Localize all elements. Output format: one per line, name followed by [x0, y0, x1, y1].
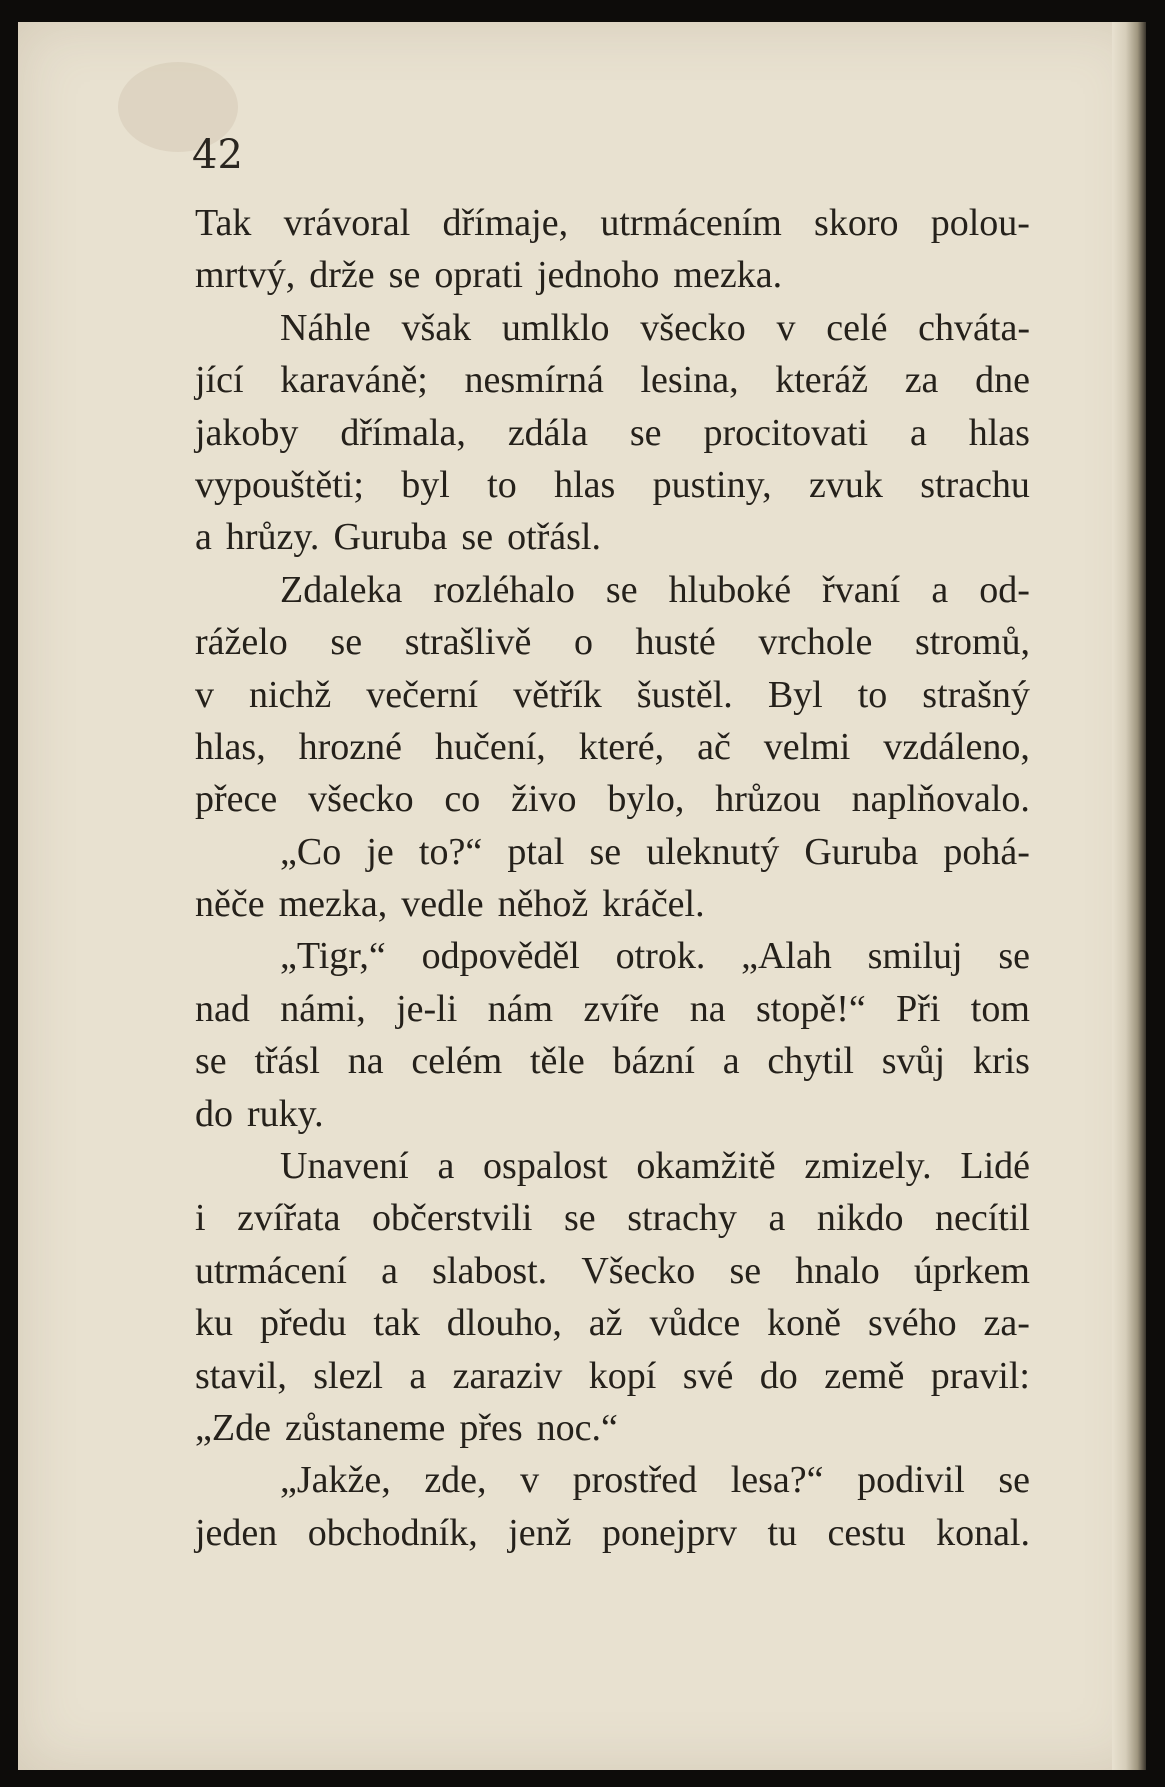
text-line: a hrůzy. Guruba se otřásl.	[195, 516, 601, 559]
text-line: v nichž večerní větřík šustěl. Byl to strašný	[195, 673, 1030, 716]
book-spine-edge	[1112, 22, 1146, 1770]
text-line: ráželo se strašlivě o husté vrchole stromů,	[195, 621, 1030, 664]
text-line: něče mezka, vedle něhož kráčel.	[195, 883, 705, 926]
text-line: Náhle však umlklo všecko v celé chváta-	[280, 306, 1030, 349]
text-line: „Tigr,“ odpověděl otrok. „Alah smiluj se	[280, 935, 1030, 978]
text-line: vypouštěti; byl to hlas pustiny, zvuk strachu	[195, 463, 1030, 506]
text-line: „Co je to?“ ptal se uleknutý Guruba pohá-	[280, 830, 1030, 873]
text-line: utrmácení a slabost. Všecko se hnalo úprkem	[195, 1249, 1030, 1292]
page-number: 42	[192, 132, 243, 178]
text-line: ku předu tak dlouho, až vůdce koně svého za-	[195, 1302, 1030, 1345]
text-line: jeden obchodník, jenž ponejprv tu cestu konal.	[195, 1511, 1030, 1554]
text-line: do ruky.	[195, 1092, 324, 1135]
text-line: se třásl na celém těle bázní a chytil svůj kris	[195, 1040, 1030, 1083]
text-line: Zdaleka rozléhalo se hluboké řvaní a od-	[280, 568, 1030, 611]
text-line: „Zde zůstaneme přes noc.“	[195, 1406, 618, 1449]
text-line: jící karaváně; nesmírná lesina, kteráž za dne	[195, 359, 1030, 402]
text-line: nad námi, je-li nám zvíře na stopě!“ Při tom	[195, 987, 1030, 1030]
text-line: mrtvý, drže se oprati jednoho mezka.	[195, 254, 783, 297]
text-line: i zvířata občerstvili se strachy a nikdo necítil	[195, 1197, 1030, 1240]
body-text	[195, 197, 1030, 1559]
text-line: Tak vrávoral dřímaje, utrmácením skoro polou-	[195, 202, 1030, 244]
text-line: hlas, hrozné hučení, které, ač velmi vzdáleno,	[195, 725, 1030, 768]
text-line: přece všecko co živo bylo, hrůzou naplňovalo.	[195, 778, 1030, 821]
text-line: jakoby dřímala, zdála se procitovati a hlas	[195, 411, 1030, 454]
text-line: Unavení a ospalost okamžitě zmizely. Lidé	[280, 1145, 1030, 1188]
text-line: stavil, slezl a zaraziv kopí své do země pravil:	[195, 1354, 1030, 1397]
text-line: „Jakže, zde, v prostřed lesa?“ podivil se	[280, 1459, 1030, 1502]
